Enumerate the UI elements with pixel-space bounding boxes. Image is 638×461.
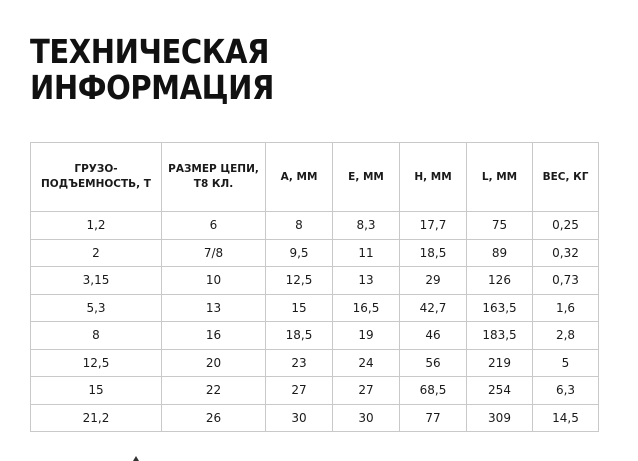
cell-h-mm: 56	[400, 349, 467, 377]
cell-load-capacity: 1,2	[31, 212, 162, 240]
cell-weight-kg: 5	[533, 349, 599, 377]
page-title-line-1: ТЕХНИЧЕСКАЯ	[30, 32, 270, 71]
cell-chain-size: 13	[162, 294, 266, 322]
cell-weight-kg: 6,3	[533, 377, 599, 405]
header-l-mm: L, ММ	[467, 143, 533, 212]
cell-h-mm: 29	[400, 267, 467, 295]
cell-l-mm: 126	[467, 267, 533, 295]
header-e-mm: E, ММ	[333, 143, 400, 212]
page-title-line-2: ИНФОРМАЦИЯ	[30, 68, 274, 107]
cell-e-mm: 16,5	[333, 294, 400, 322]
cell-load-capacity: 5,3	[31, 294, 162, 322]
header-a-mm: A, ММ	[266, 143, 333, 212]
header-load-capacity: ГРУЗО- ПОДЪЕМНОСТЬ, Т	[31, 143, 162, 212]
cell-h-mm: 68,5	[400, 377, 467, 405]
header-chain-size: РАЗМЕР ЦЕПИ, Т8 КЛ.	[162, 143, 266, 212]
cell-h-mm: 42,7	[400, 294, 467, 322]
cell-h-mm: 46	[400, 322, 467, 350]
cell-a-mm: 12,5	[266, 267, 333, 295]
cell-chain-size: 16	[162, 322, 266, 350]
cell-chain-size: 26	[162, 404, 266, 432]
cell-weight-kg: 0,32	[533, 239, 599, 267]
cell-load-capacity: 15	[31, 377, 162, 405]
cell-h-mm: 18,5	[400, 239, 467, 267]
cell-a-mm: 30	[266, 404, 333, 432]
cell-load-capacity: 12,5	[31, 349, 162, 377]
cell-load-capacity: 3,15	[31, 267, 162, 295]
table-row	[31, 294, 599, 322]
header-h-mm: H, ММ	[400, 143, 467, 212]
cell-e-mm: 27	[333, 377, 400, 405]
cell-e-mm: 30	[333, 404, 400, 432]
cell-a-mm: 8	[266, 212, 333, 240]
cell-chain-size: 7/8	[162, 239, 266, 267]
cell-h-mm: 77	[400, 404, 467, 432]
cell-e-mm: 13	[333, 267, 400, 295]
table-row	[31, 322, 599, 350]
bottom-arrow-icon	[133, 456, 139, 461]
technical-info-table	[30, 142, 599, 432]
table-body	[31, 212, 599, 432]
table-header	[31, 143, 599, 212]
cell-weight-kg: 14,5	[533, 404, 599, 432]
cell-a-mm: 23	[266, 349, 333, 377]
table-row	[31, 267, 599, 295]
table-row	[31, 404, 599, 432]
cell-l-mm: 89	[467, 239, 533, 267]
cell-l-mm: 183,5	[467, 322, 533, 350]
cell-e-mm: 24	[333, 349, 400, 377]
cell-weight-kg: 2,8	[533, 322, 599, 350]
cell-weight-kg: 1,6	[533, 294, 599, 322]
cell-chain-size: 20	[162, 349, 266, 377]
cell-chain-size: 10	[162, 267, 266, 295]
cell-a-mm: 27	[266, 377, 333, 405]
cell-l-mm: 254	[467, 377, 533, 405]
table-row	[31, 212, 599, 240]
cell-l-mm: 75	[467, 212, 533, 240]
cell-weight-kg: 0,73	[533, 267, 599, 295]
cell-l-mm: 309	[467, 404, 533, 432]
cell-chain-size: 6	[162, 212, 266, 240]
cell-weight-kg: 0,25	[533, 212, 599, 240]
cell-h-mm: 17,7	[400, 212, 467, 240]
cell-load-capacity: 8	[31, 322, 162, 350]
cell-l-mm: 163,5	[467, 294, 533, 322]
cell-e-mm: 11	[333, 239, 400, 267]
page-title	[30, 34, 274, 106]
cell-chain-size: 22	[162, 377, 266, 405]
cell-l-mm: 219	[467, 349, 533, 377]
table-row	[31, 377, 599, 405]
header-weight-kg: ВЕС, КГ	[533, 143, 599, 212]
cell-load-capacity: 2	[31, 239, 162, 267]
cell-a-mm: 9,5	[266, 239, 333, 267]
cell-a-mm: 18,5	[266, 322, 333, 350]
cell-a-mm: 15	[266, 294, 333, 322]
table-row	[31, 349, 599, 377]
cell-e-mm: 19	[333, 322, 400, 350]
cell-e-mm: 8,3	[333, 212, 400, 240]
cell-load-capacity: 21,2	[31, 404, 162, 432]
header-row	[31, 143, 599, 212]
table-row	[31, 239, 599, 267]
